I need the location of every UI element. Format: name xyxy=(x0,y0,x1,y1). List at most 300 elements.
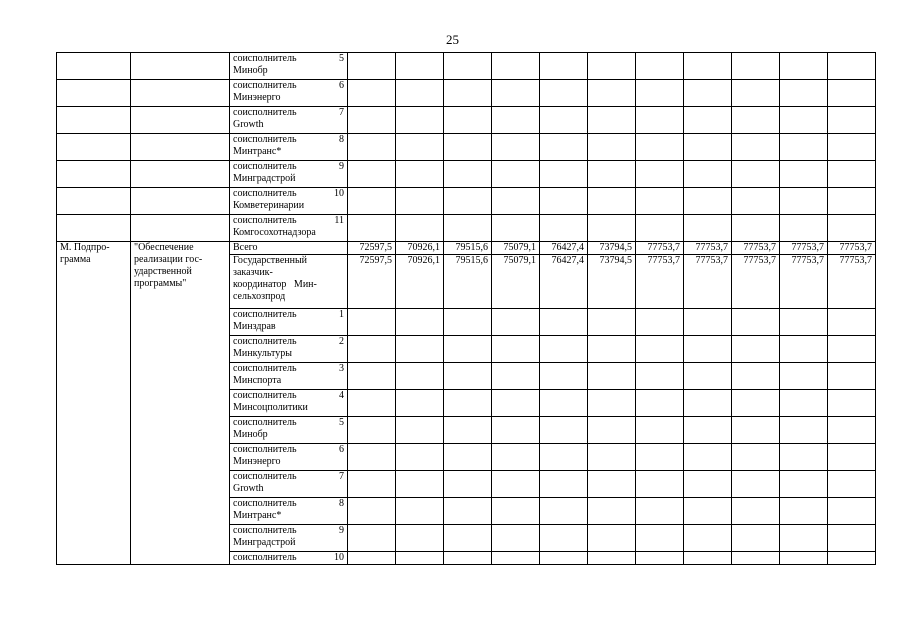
budget-table xyxy=(56,52,876,565)
coexecutor-cell xyxy=(230,444,348,471)
value-cell xyxy=(684,134,732,161)
value-cell xyxy=(492,525,540,552)
value-cell xyxy=(396,188,444,215)
value-cell xyxy=(348,498,396,525)
value-cell xyxy=(780,552,828,565)
customer-value: 70926,1 xyxy=(396,255,444,309)
coexecutor-label: соисполнитель xyxy=(233,444,297,455)
value-cell xyxy=(444,444,492,471)
total-value: 77753,7 xyxy=(636,242,684,255)
coexecutor-org: Минтранс* xyxy=(233,146,282,157)
customer-label-line: сельхозпрод xyxy=(233,291,286,302)
value-cell xyxy=(636,215,684,242)
value-cell xyxy=(684,309,732,336)
value-cell xyxy=(636,471,684,498)
coexecutor-number: 8 xyxy=(339,134,344,145)
value-cell xyxy=(828,134,876,161)
value-cell xyxy=(444,552,492,565)
value-cell xyxy=(732,134,780,161)
coexecutor-label: соисполнитель xyxy=(233,525,297,536)
value-cell xyxy=(348,525,396,552)
value-cell xyxy=(492,498,540,525)
value-cell xyxy=(588,444,636,471)
title-cell xyxy=(131,215,230,242)
value-cell xyxy=(684,336,732,363)
value-cell xyxy=(636,53,684,80)
value-cell xyxy=(636,134,684,161)
coexecutor-org: Минспорта xyxy=(233,375,282,386)
value-cell xyxy=(492,390,540,417)
value-cell xyxy=(396,444,444,471)
value-cell xyxy=(780,309,828,336)
coexecutor-cell xyxy=(230,309,348,336)
value-cell xyxy=(684,215,732,242)
value-cell xyxy=(396,525,444,552)
coexecutor-label: соисполнитель xyxy=(233,309,297,320)
value-cell xyxy=(780,444,828,471)
value-cell xyxy=(492,363,540,390)
program-cell xyxy=(57,80,131,107)
coexecutor-org: Минздрав xyxy=(233,321,276,332)
value-cell xyxy=(828,525,876,552)
value-cell xyxy=(540,107,588,134)
value-cell xyxy=(492,161,540,188)
value-cell xyxy=(540,525,588,552)
total-value: 76427,4 xyxy=(540,242,588,255)
value-cell xyxy=(732,107,780,134)
value-cell xyxy=(828,53,876,80)
value-cell xyxy=(444,309,492,336)
title-cell xyxy=(131,134,230,161)
value-cell xyxy=(732,188,780,215)
coexecutor-org: Минтранс* xyxy=(233,510,282,521)
coexecutor-cell xyxy=(230,134,348,161)
value-cell xyxy=(396,552,444,565)
value-cell xyxy=(444,336,492,363)
value-cell xyxy=(780,161,828,188)
coexecutor-org: Минобр xyxy=(233,429,268,440)
coexecutor-label: соисполнитель xyxy=(233,390,297,401)
value-cell xyxy=(684,80,732,107)
customer-label-line: заказчик- xyxy=(233,267,273,278)
coexecutor-org: Минэнерго xyxy=(233,456,281,467)
coexecutor-org: Минсоцполитики xyxy=(233,402,308,413)
customer-value: 73794,5 xyxy=(588,255,636,309)
coexecutor-label: соисполнитель xyxy=(233,134,297,145)
value-cell xyxy=(732,363,780,390)
title-cell xyxy=(131,188,230,215)
coexecutor-org: Growth xyxy=(233,483,264,494)
value-cell xyxy=(540,417,588,444)
value-cell xyxy=(588,53,636,80)
value-cell xyxy=(540,336,588,363)
value-cell xyxy=(780,134,828,161)
value-cell xyxy=(540,390,588,417)
value-cell xyxy=(684,471,732,498)
value-cell xyxy=(444,363,492,390)
coexecutor-cell xyxy=(230,525,348,552)
value-cell xyxy=(540,215,588,242)
table-row xyxy=(57,107,876,134)
subprogram-title xyxy=(131,242,230,565)
coexecutor-label: соисполнитель xyxy=(233,336,297,347)
value-cell xyxy=(684,107,732,134)
value-cell xyxy=(396,134,444,161)
coexecutor-number: 7 xyxy=(339,107,344,118)
value-cell xyxy=(444,215,492,242)
program-cell xyxy=(57,215,131,242)
value-cell xyxy=(444,134,492,161)
table-row xyxy=(57,80,876,107)
value-cell xyxy=(684,161,732,188)
customer-value: 79515,6 xyxy=(444,255,492,309)
value-cell xyxy=(444,188,492,215)
coexecutor-cell xyxy=(230,161,348,188)
value-cell xyxy=(444,390,492,417)
value-cell xyxy=(684,552,732,565)
value-cell xyxy=(828,188,876,215)
value-cell xyxy=(396,215,444,242)
value-cell xyxy=(348,309,396,336)
coexecutor-org: Минградстрой xyxy=(233,537,296,548)
value-cell xyxy=(348,215,396,242)
coexecutor-number: 1 xyxy=(339,309,344,320)
value-cell xyxy=(684,390,732,417)
coexecutor-label: соисполнитель xyxy=(233,188,297,199)
table-row-total xyxy=(57,242,876,255)
value-cell xyxy=(636,80,684,107)
value-cell xyxy=(780,363,828,390)
value-cell xyxy=(588,471,636,498)
table-row xyxy=(57,188,876,215)
value-cell xyxy=(588,309,636,336)
coexecutor-number: 6 xyxy=(339,80,344,91)
value-cell xyxy=(780,336,828,363)
total-value: 73794,5 xyxy=(588,242,636,255)
coexecutor-cell xyxy=(230,53,348,80)
value-cell xyxy=(780,471,828,498)
value-cell xyxy=(492,336,540,363)
value-cell xyxy=(588,336,636,363)
coexecutor-org: Комгосохотнадзора xyxy=(233,227,316,238)
value-cell xyxy=(732,444,780,471)
coexecutor-cell xyxy=(230,80,348,107)
value-cell xyxy=(780,107,828,134)
value-cell xyxy=(348,80,396,107)
total-value: 72597,5 xyxy=(348,242,396,255)
coexecutor-label: соисполнитель xyxy=(233,471,297,482)
subprogram-title-line: программы" xyxy=(134,278,187,289)
table-row xyxy=(57,134,876,161)
value-cell xyxy=(492,107,540,134)
value-cell xyxy=(540,309,588,336)
value-cell xyxy=(828,336,876,363)
coexecutor-number: 10 xyxy=(334,188,344,199)
value-cell xyxy=(396,417,444,444)
coexecutor-number: 3 xyxy=(339,363,344,374)
value-cell xyxy=(636,417,684,444)
value-cell xyxy=(540,552,588,565)
coexecutor-org: Минградстрой xyxy=(233,173,296,184)
value-cell xyxy=(348,161,396,188)
value-cell xyxy=(732,417,780,444)
program-cell xyxy=(57,161,131,188)
value-cell xyxy=(636,363,684,390)
subprogram-title-line: "Обеспечение xyxy=(134,242,194,253)
coexecutor-cell xyxy=(230,336,348,363)
title-cell xyxy=(131,161,230,188)
value-cell xyxy=(732,215,780,242)
value-cell xyxy=(588,80,636,107)
total-value: 77753,7 xyxy=(732,242,780,255)
value-cell xyxy=(588,390,636,417)
value-cell xyxy=(780,498,828,525)
value-cell xyxy=(828,417,876,444)
title-cell xyxy=(131,53,230,80)
value-cell xyxy=(588,525,636,552)
value-cell xyxy=(396,161,444,188)
customer-value: 77753,7 xyxy=(732,255,780,309)
value-cell xyxy=(348,444,396,471)
coexecutor-cell xyxy=(230,552,348,565)
program-cell xyxy=(57,107,131,134)
coexecutor-number: 2 xyxy=(339,336,344,347)
customer-value: 77753,7 xyxy=(828,255,876,309)
total-value: 79515,6 xyxy=(444,242,492,255)
value-cell xyxy=(348,417,396,444)
coexecutor-org: Комветеринарии xyxy=(233,200,305,211)
subprogram-title-line: ударственной xyxy=(134,266,192,277)
value-cell xyxy=(780,188,828,215)
value-cell xyxy=(636,309,684,336)
value-cell xyxy=(636,525,684,552)
value-cell xyxy=(732,390,780,417)
value-cell xyxy=(492,471,540,498)
value-cell xyxy=(732,525,780,552)
value-cell xyxy=(444,80,492,107)
coexecutor-cell xyxy=(230,107,348,134)
total-value: 70926,1 xyxy=(396,242,444,255)
value-cell xyxy=(492,80,540,107)
value-cell xyxy=(732,471,780,498)
value-cell xyxy=(396,336,444,363)
value-cell xyxy=(348,53,396,80)
coexecutor-number: 7 xyxy=(339,471,344,482)
coexecutor-label: соисполнитель xyxy=(233,53,297,64)
value-cell xyxy=(588,417,636,444)
value-cell xyxy=(396,471,444,498)
value-cell xyxy=(828,444,876,471)
subprogram-title-line: реализации гос- xyxy=(134,254,203,265)
value-cell xyxy=(636,498,684,525)
value-cell xyxy=(732,53,780,80)
value-cell xyxy=(396,363,444,390)
value-cell xyxy=(348,134,396,161)
coexecutor-number: 4 xyxy=(339,390,344,401)
value-cell xyxy=(828,552,876,565)
value-cell xyxy=(444,417,492,444)
coexecutor-number: 8 xyxy=(339,498,344,509)
value-cell xyxy=(396,498,444,525)
value-cell xyxy=(396,107,444,134)
coexecutor-label: соисполнитель xyxy=(233,498,297,509)
value-cell xyxy=(588,552,636,565)
customer-value: 75079,1 xyxy=(492,255,540,309)
value-cell xyxy=(780,417,828,444)
value-cell xyxy=(444,498,492,525)
value-cell xyxy=(636,188,684,215)
total-value: 77753,7 xyxy=(684,242,732,255)
value-cell xyxy=(492,417,540,444)
value-cell xyxy=(780,53,828,80)
value-cell xyxy=(684,363,732,390)
coexecutor-org: Growth xyxy=(233,119,264,130)
value-cell xyxy=(396,80,444,107)
title-cell xyxy=(131,107,230,134)
coexecutor-cell xyxy=(230,390,348,417)
value-cell xyxy=(588,161,636,188)
value-cell xyxy=(684,188,732,215)
value-cell xyxy=(540,471,588,498)
total-value: 77753,7 xyxy=(780,242,828,255)
value-cell xyxy=(444,53,492,80)
coexecutor-number: 11 xyxy=(334,215,344,226)
value-cell xyxy=(396,390,444,417)
value-cell xyxy=(540,80,588,107)
subprogram-code: М. Подпро- грамма xyxy=(57,242,131,565)
program-cell xyxy=(57,134,131,161)
customer-value: 77753,7 xyxy=(684,255,732,309)
coexecutor-number: 5 xyxy=(339,53,344,64)
value-cell xyxy=(444,525,492,552)
value-cell xyxy=(492,444,540,471)
coexecutor-number: 9 xyxy=(339,161,344,172)
value-cell xyxy=(588,188,636,215)
value-cell xyxy=(636,444,684,471)
value-cell xyxy=(348,471,396,498)
value-cell xyxy=(444,471,492,498)
value-cell xyxy=(732,552,780,565)
coexecutor-org: Минобр xyxy=(233,65,268,76)
page-number: 25 xyxy=(446,32,459,47)
customer-label xyxy=(230,255,348,309)
value-cell xyxy=(732,161,780,188)
value-cell xyxy=(780,525,828,552)
value-cell xyxy=(684,417,732,444)
total-value: 77753,7 xyxy=(828,242,876,255)
value-cell xyxy=(684,525,732,552)
value-cell xyxy=(588,134,636,161)
coexecutor-cell xyxy=(230,471,348,498)
value-cell xyxy=(492,552,540,565)
value-cell xyxy=(444,161,492,188)
value-cell xyxy=(636,552,684,565)
value-cell xyxy=(780,80,828,107)
coexecutor-label: соисполнитель xyxy=(233,107,297,118)
value-cell xyxy=(540,188,588,215)
value-cell xyxy=(348,107,396,134)
coexecutor-cell xyxy=(230,498,348,525)
value-cell xyxy=(492,215,540,242)
coexecutor-label: соисполнитель xyxy=(233,215,297,226)
coexecutor-number: 9 xyxy=(339,525,344,536)
coexecutor-label: соисполнитель xyxy=(233,80,297,91)
value-cell xyxy=(348,552,396,565)
coexecutor-label: соисполнитель xyxy=(233,161,297,172)
value-cell xyxy=(492,53,540,80)
coexecutor-cell xyxy=(230,363,348,390)
value-cell xyxy=(540,498,588,525)
value-cell xyxy=(540,134,588,161)
customer-value: 72597,5 xyxy=(348,255,396,309)
value-cell xyxy=(444,107,492,134)
value-cell xyxy=(828,107,876,134)
coexecutor-number: 6 xyxy=(339,444,344,455)
table-row xyxy=(57,215,876,242)
customer-value: 77753,7 xyxy=(780,255,828,309)
value-cell xyxy=(540,53,588,80)
value-cell xyxy=(588,363,636,390)
value-cell xyxy=(828,80,876,107)
value-cell xyxy=(780,215,828,242)
value-cell xyxy=(732,498,780,525)
value-cell xyxy=(540,444,588,471)
value-cell xyxy=(732,336,780,363)
value-cell xyxy=(828,215,876,242)
total-value: 75079,1 xyxy=(492,242,540,255)
value-cell xyxy=(780,390,828,417)
value-cell xyxy=(636,390,684,417)
coexecutor-label: соисполнитель xyxy=(233,552,297,563)
coexecutor-label: соисполнитель xyxy=(233,363,297,374)
value-cell xyxy=(396,309,444,336)
customer-label-line: Государственный xyxy=(233,255,308,266)
program-cell xyxy=(57,53,131,80)
value-cell xyxy=(348,390,396,417)
customer-label-line: координатор Мин- xyxy=(233,279,317,290)
program-cell xyxy=(57,188,131,215)
value-cell xyxy=(588,498,636,525)
value-cell xyxy=(828,498,876,525)
value-cell xyxy=(348,336,396,363)
value-cell xyxy=(396,53,444,80)
coexecutor-number: 5 xyxy=(339,417,344,428)
value-cell xyxy=(540,161,588,188)
customer-value: 76427,4 xyxy=(540,255,588,309)
value-cell xyxy=(588,215,636,242)
customer-value: 77753,7 xyxy=(636,255,684,309)
value-cell xyxy=(732,80,780,107)
value-cell xyxy=(492,134,540,161)
value-cell xyxy=(828,471,876,498)
coexecutor-cell xyxy=(230,417,348,444)
value-cell xyxy=(732,309,780,336)
value-cell xyxy=(348,188,396,215)
value-cell xyxy=(540,363,588,390)
value-cell xyxy=(636,161,684,188)
title-cell xyxy=(131,80,230,107)
table-row xyxy=(57,53,876,80)
value-cell xyxy=(828,363,876,390)
value-cell xyxy=(348,363,396,390)
value-cell xyxy=(684,53,732,80)
coexecutor-cell xyxy=(230,215,348,242)
coexecutor-org: Минэнерго xyxy=(233,92,281,103)
value-cell xyxy=(684,444,732,471)
value-cell xyxy=(828,309,876,336)
value-cell xyxy=(828,390,876,417)
coexecutor-number: 10 xyxy=(334,552,344,563)
